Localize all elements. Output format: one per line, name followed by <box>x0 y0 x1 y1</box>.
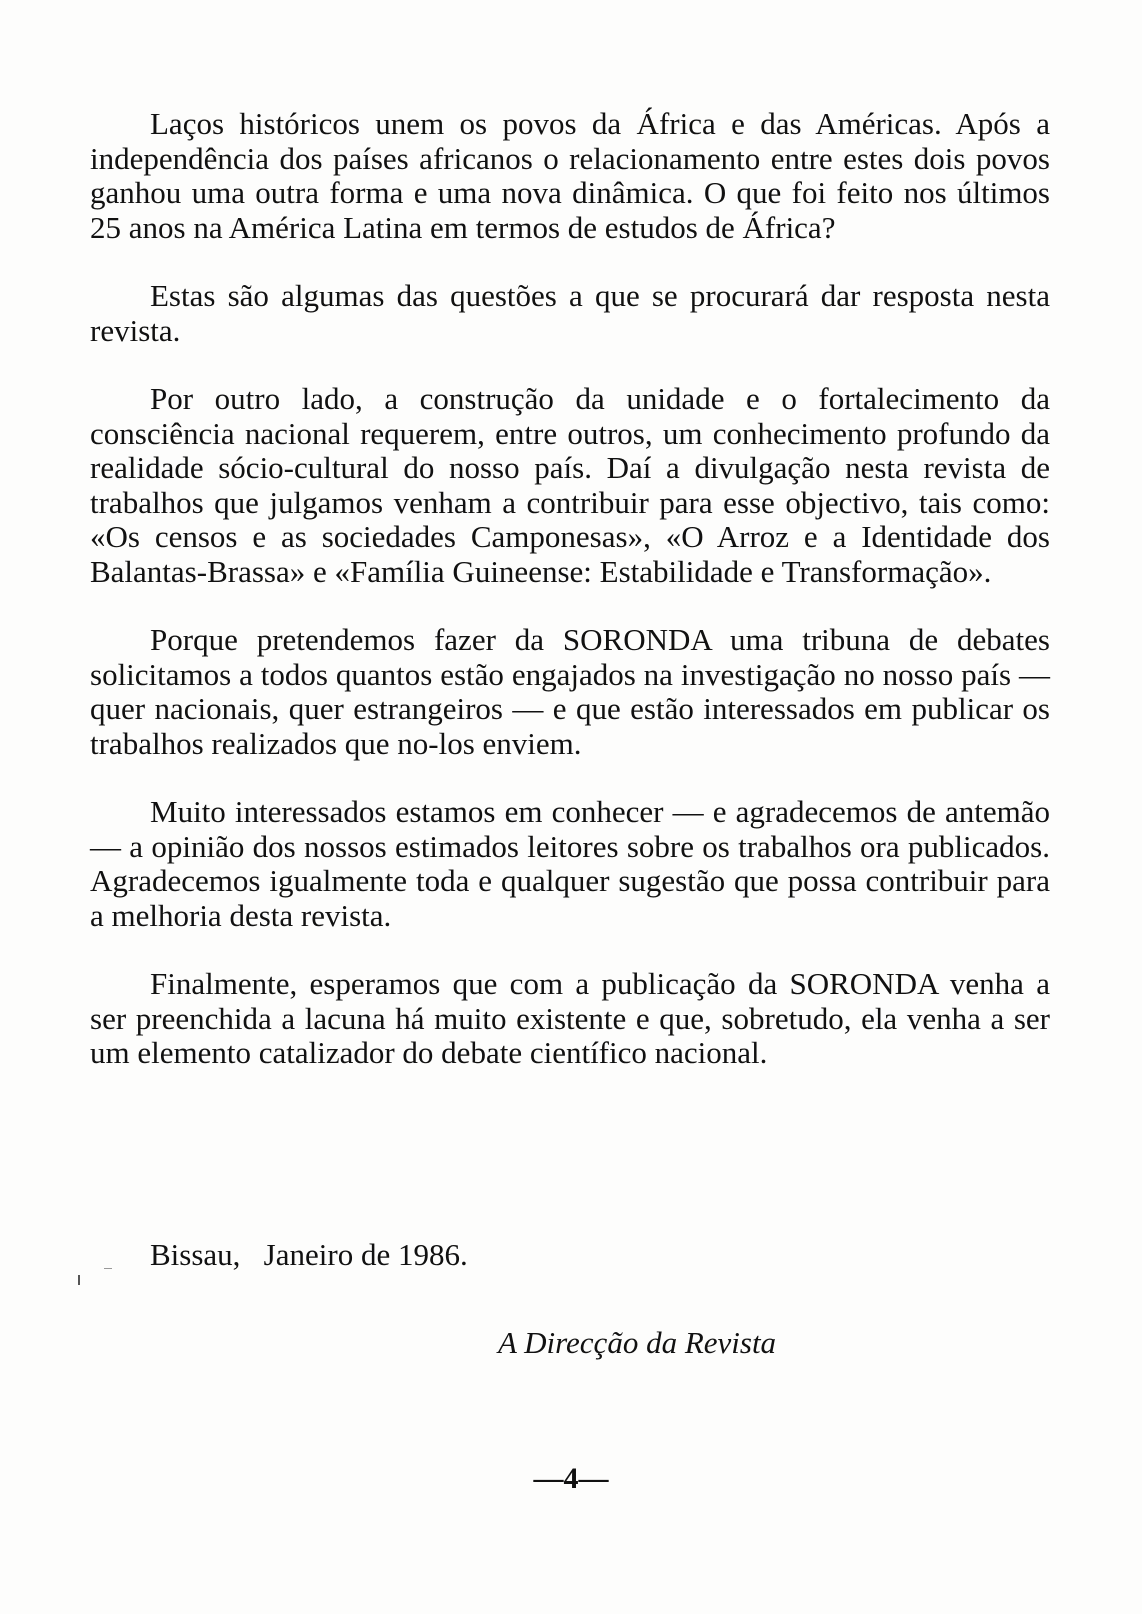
paragraph-closing: Finalmente, esperamos que com a publicação da SORONDA venha a ser preenchida a lacuna há muito existente e que, sobretudo, ela venha a ser um elemento catalizador do debate científico nacional. <box>90 966 1050 1070</box>
body-text <box>90 107 1050 1105</box>
scan-speck <box>78 1275 80 1285</box>
signoff-place-date: Bissau, Janeiro de 1986. <box>150 1237 468 1272</box>
paragraph-reader-feedback: Muito interessados estamos em conhecer — e agradecemos de antemão — a opinião dos nossos estimados leitores sobre os trabalhos ora publicados. Agradecemos igualmente toda e qualquer sugestão que possa contribuir para a melhoria desta revista. <box>90 794 1050 933</box>
scan-speck <box>104 1268 112 1269</box>
paragraph-intro: Laços históricos unem os povos da África e das Américas. Após a independência dos países africanos o relacionamento entre estes dois povos ganhou uma outra forma e uma nova dinâmica. O que foi feito nos últimos 25 anos na América Latina em termos de estudos de África? <box>90 106 1050 245</box>
paragraph-questions: Estas são algumas das questões a que se procurará dar resposta nesta revista. <box>90 278 1050 348</box>
page-number: —4— <box>533 1462 609 1495</box>
paragraph-call-for-papers: Porque pretendemos fazer da SORONDA uma tribuna de debates solicitamos a todos quantos estão engajados na investigação no nosso país — quer nacionais, quer estrangeiros — e que estão interessados em publicar os trabalhos realizados que no-los enviem. <box>90 622 1050 761</box>
signoff-author: A Direcção da Revista <box>498 1325 777 1360</box>
paragraph-national-unity: Por outro lado, a construção da unidade e o fortalecimento da consciência nacional requerem, entre outros, um conhecimento profundo da realidade sócio-cultural do nosso país. Daí a divulgação nesta revista de trabalhos que julgamos venham a contribuir para esse objectivo, tais como: «Os censos e as sociedades Camponesas», «O Arroz e a Identidade dos Balantas-Brassa» e «Família Guineense: Estabilidade e Transformação». <box>90 381 1050 589</box>
